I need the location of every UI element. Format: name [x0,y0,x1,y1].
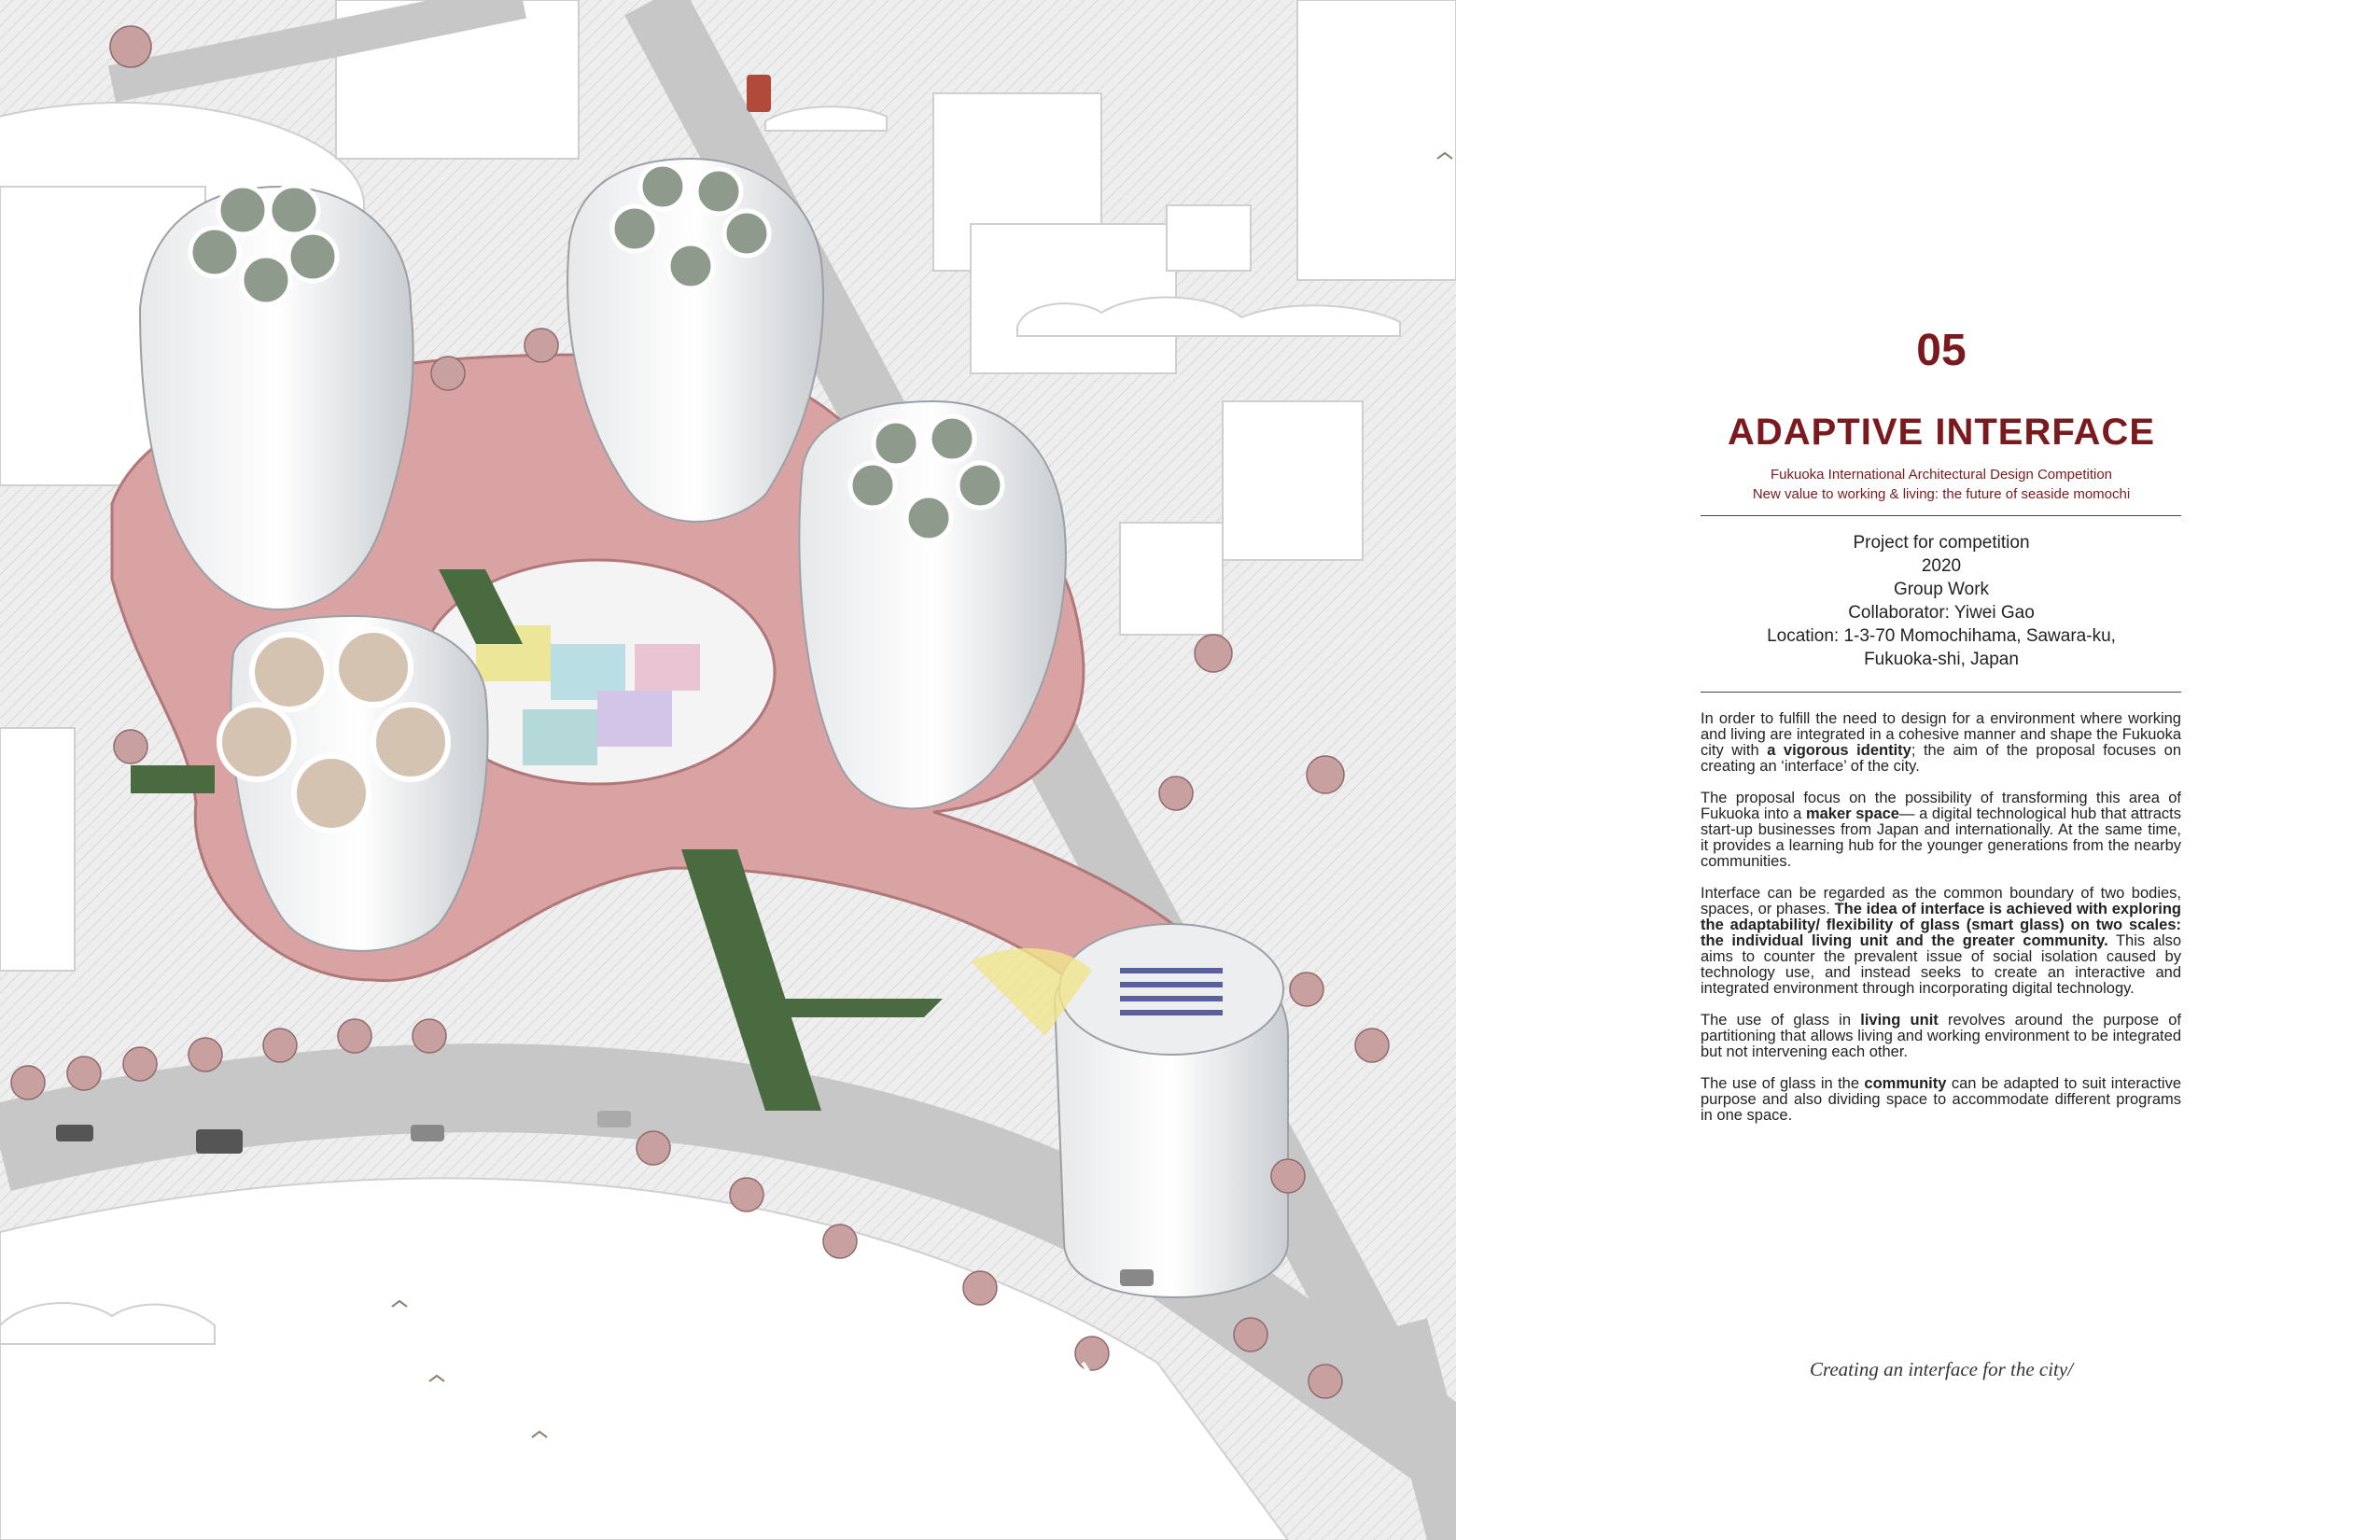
divider-top [1701,515,2181,516]
info-group: Group Work [1893,580,1990,599]
info-collaborator: Collaborator: Yiwei Gao [1848,603,2035,623]
info-location: Location: 1-3-70 Momochihama, Sawara-ku, [1767,626,2116,646]
paragraph-3: Interface can be regarded as the common boundary of two bodies, spaces, or phases. The idea of interface is achieved with exploring the adaptability/ flexibility of glass (smart glass) on two scales: the individual living unit and the greater community. This also aims to counter the prevalent issue of social isolation caused by technology use, and instead seeks to create an interactive and integrated environment through incorporating digital technology. [1701,885,2181,997]
competition-name: Fukuoka International Architectural Design Competition [1770,467,2113,483]
competition-theme: New value to working & living: the future of seaside momochi [1752,486,2131,502]
project-text-panel [1680,280,2203,1140]
divider-bottom [1701,692,2181,693]
paragraph-1: In order to fulfill the need to design for a environment where working and living are integrated in a cohesive manner and shape the Fukuoka city with a vigorous identity; the aim of the proposal focuses on creating an ‘interface’ of the city. [1701,710,2182,775]
project-title: ADAPTIVE INTERFACE [1727,412,2156,453]
info-location-city: Fukuoka-shi, Japan [1864,650,2019,669]
project-description [1701,711,2181,1124]
paragraph-4: The use of glass in living unit revolves around the purpose of partitioning that allows living and working environment to be integrated but not intervening each other. [1701,1012,2181,1060]
info-year: 2020 [1921,556,1962,576]
info-type: Project for competition [1853,533,2030,553]
paragraph-5: The use of glass in the community can be adapted to suit interactive purpose and also dividing space to accommodate different programs in one space. [1701,1075,2181,1124]
caption: Creating an interface for the city/ [1809,1358,2074,1380]
project-number: 05 [1916,326,1967,375]
tower-e-roof [1059,924,1283,1055]
paragraph-2: The proposal focus on the possibility of transforming this area of Fukuoka into a maker space— a digital technological hub that attracts start-up businesses from Japan and internationally. At the same time, it provides a learning hub for the younger generations from the nearby communities. [1701,790,2182,870]
project-info [1680,531,2203,671]
